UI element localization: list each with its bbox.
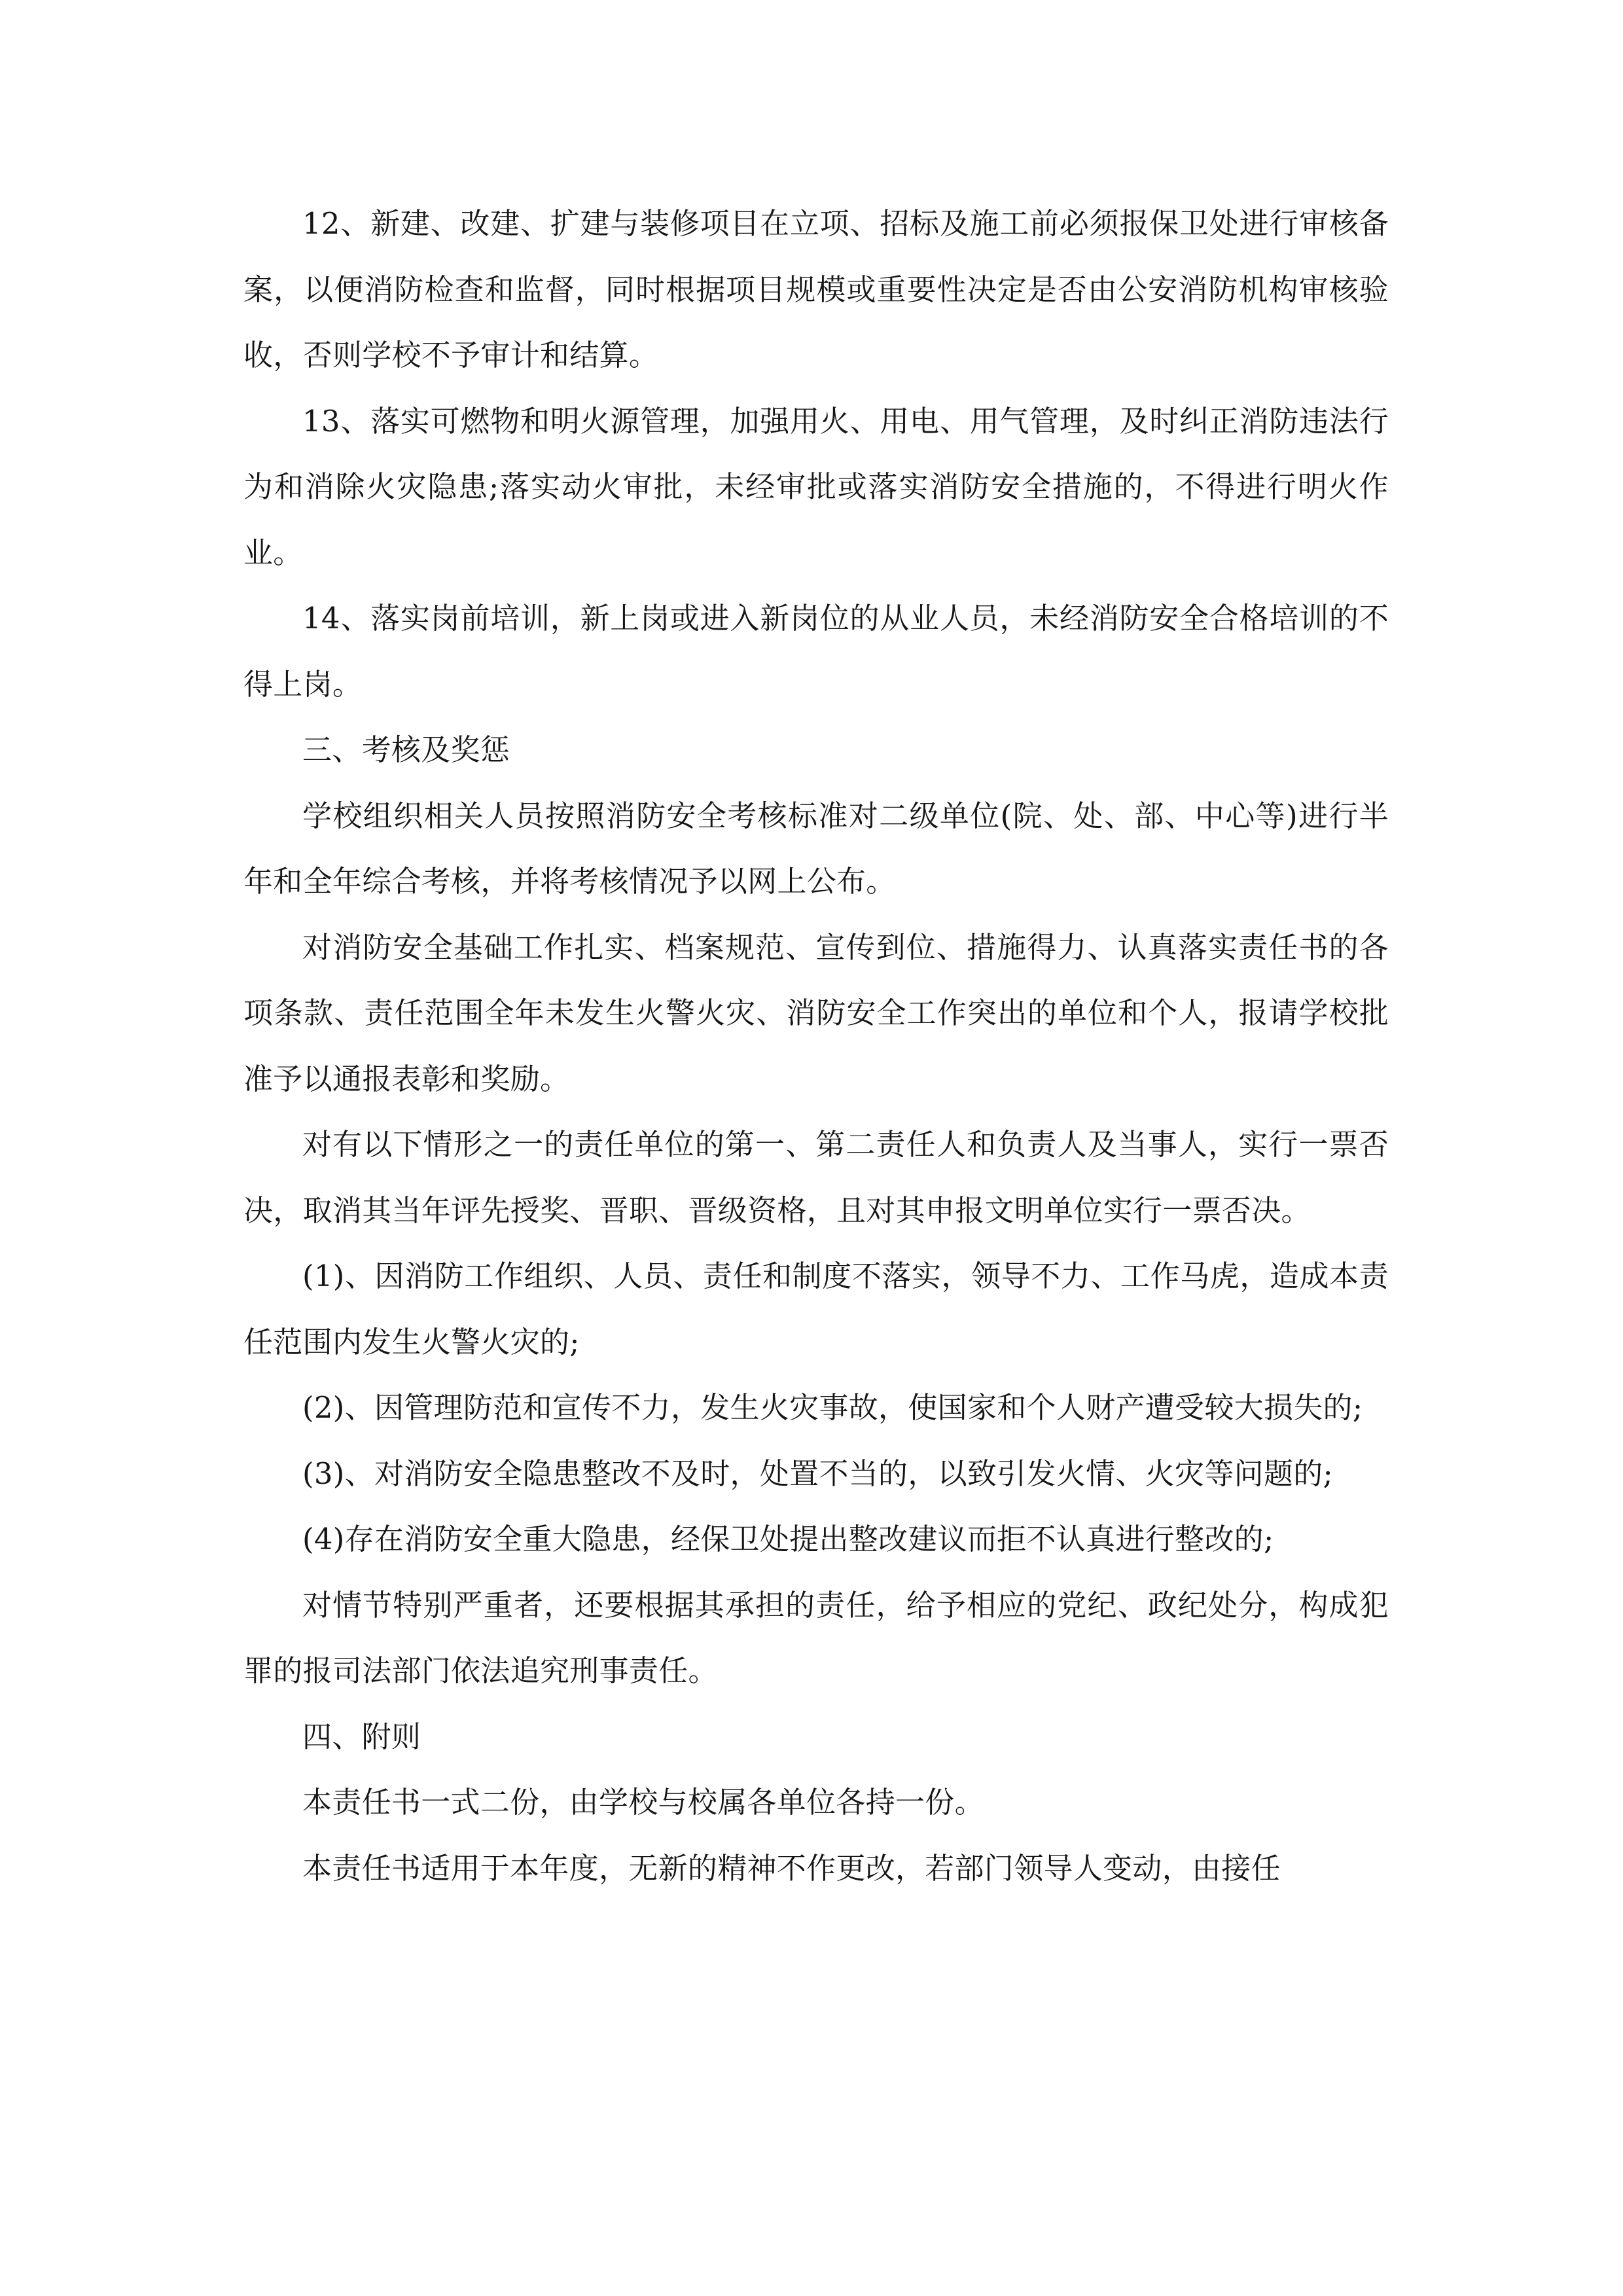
paragraph-copies: 本责任书一式二份，由学校与校属各单位各持一份。 <box>302 1785 984 1820</box>
section-heading-assessment: 三、考核及奖惩 <box>302 732 510 767</box>
paragraph-commendation: 对消防安全基础工作扎实、档案规范、宣传到位、措施得力、认真落实责任书的各项条款、责任范围全年未发生火警火灾、消防安全工作突出的单位和个人，报请学校批准予以通报表彰和奖励。 <box>243 929 1389 1096</box>
paragraph-case-4: (4)存在消防安全重大隐患，经保卫处提出整改建议而拒不认真进行整改的; <box>302 1522 1274 1556</box>
paragraph-case-2: (2)、因管理防范和宣传不力，发生火灾事故，使国家和个人财产遭受较大损失的; <box>302 1390 1363 1425</box>
paragraph-veto-rule: 对有以下情形之一的责任单位的第一、第二责任人和负责人及当事人，实行一票否决，取消其当年评先授奖、晋职、晋级资格，且对其申报文明单位实行一票否决。 <box>243 1127 1389 1228</box>
paragraph-item-12: 12、新建、改建、扩建与装修项目在立项、招标及施工前必须报保卫处进行审核备案，以便消防检查和监督，同时根据项目规模或重要性决定是否由公安消防机构审核验收，否则学校不予审计和结算。 <box>243 206 1389 372</box>
document-body <box>243 191 1389 1901</box>
paragraph-serious-cases: 对情节特别严重者，还要根据其承担的责任，给予相应的党纪、政纪处分，构成犯罪的报司法部门依法追究刑事责任。 <box>243 1587 1389 1688</box>
paragraph-item-14: 14、落实岗前培训，新上岗或进入新岗位的从业人员，未经消防安全合格培训的不得上岗。 <box>243 601 1389 702</box>
section-heading-supplementary: 四、附则 <box>302 1719 421 1754</box>
paragraph-item-13: 13、落实可燃物和明火源管理，加强用火、用电、用气管理，及时纠正消防违法行为和消除火灾隐患;落实动火审批，未经审批或落实消防安全措施的，不得进行明火作业。 <box>243 403 1389 570</box>
paragraph-case-3: (3)、对消防安全隐患整改不及时，处置不当的，以致引发火情、火灾等问题的; <box>302 1456 1334 1491</box>
paragraph-assessment-scope: 学校组织相关人员按照消防安全考核标准对二级单位(院、处、部、中心等)进行半年和全年综合考核，并将考核情况予以网上公布。 <box>243 798 1389 899</box>
paragraph-case-1: (1)、因消防工作组织、人员、责任和制度不落实，领导不力、工作马虎，造成本责任范围内发生火警火灾的; <box>243 1259 1389 1359</box>
paragraph-validity: 本责任书适用于本年度，无新的精神不作更改，若部门领导人变动，由接任 <box>302 1850 1281 1886</box>
